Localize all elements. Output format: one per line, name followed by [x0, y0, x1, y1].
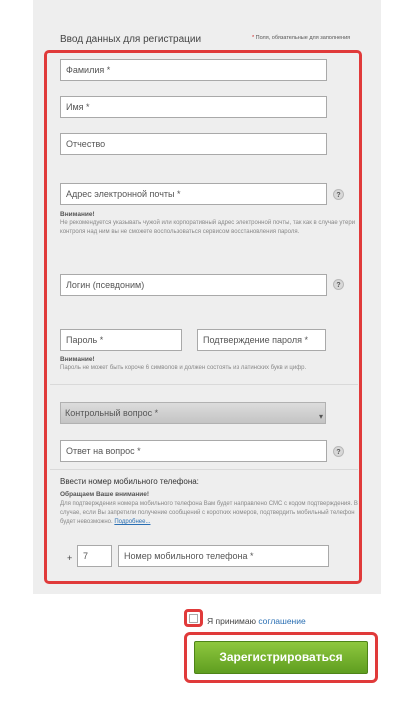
- phone-section-title: Ввести номер мобильного телефона:: [60, 477, 199, 486]
- register-button[interactable]: Зарегистрироваться: [194, 641, 368, 674]
- security-question-label: Контрольный вопрос *: [65, 408, 159, 418]
- answer-help-icon[interactable]: ?: [333, 446, 344, 457]
- surname-field[interactable]: Фамилия *: [60, 59, 327, 81]
- divider: [50, 469, 358, 470]
- phone-number-field[interactable]: Номер мобильного телефона *: [118, 545, 329, 567]
- agreement-link[interactable]: соглашение: [258, 616, 306, 626]
- agreement-checkbox[interactable]: [189, 614, 198, 623]
- email-warning-head: Внимание!: [60, 211, 95, 218]
- login-help-icon[interactable]: ?: [333, 279, 344, 290]
- password-warning-head: Внимание!: [60, 356, 95, 363]
- password-warning-text: Пароль не может быть короче 6 символов и должен состоять из латинских букв и цифр.: [60, 365, 307, 371]
- email-help-icon[interactable]: ?: [333, 189, 344, 200]
- security-answer-field[interactable]: Ответ на вопрос *: [60, 440, 327, 462]
- phone-note-head: Обращаем Ваше внимание!: [60, 491, 150, 498]
- email-field[interactable]: Адрес электронной почты *: [60, 183, 327, 205]
- phone-plus-sign: +: [67, 553, 73, 563]
- required-fields-note: * Поля, обязательные для заполнения: [252, 35, 351, 41]
- name-field[interactable]: Имя *: [60, 96, 327, 118]
- agreement-text: Я принимаю соглашение: [207, 616, 306, 626]
- patronymic-field[interactable]: Отчество: [60, 133, 327, 155]
- password-field[interactable]: Пароль *: [60, 329, 182, 351]
- chevron-down-icon: ▾: [318, 412, 323, 421]
- phone-more-link[interactable]: Подробнее...: [114, 519, 151, 525]
- form-title: Ввод данных для регистрации: [60, 34, 202, 45]
- login-field[interactable]: Логин (псевдоним): [60, 274, 327, 296]
- email-warning-text: Не рекомендуется указывать чужой или корпоративный адрес электронной почты, так как в случае утери контроля над ним вы не сможете воспользоваться сервисом восстановления пароля.: [60, 220, 356, 235]
- phone-country-code-field[interactable]: 7: [77, 545, 112, 567]
- security-question-select[interactable]: [60, 402, 326, 424]
- phone-note-text: Для подтверждения номера мобильного телефона Вам будет направлено СМС с кодом подтверждения. В случае, если Вы запретили получение сообщений с коротких номеров, подтвердить мобильный телефон будет невозможно. Подробнее...: [60, 501, 358, 525]
- divider: [50, 384, 358, 385]
- password-confirm-field[interactable]: Подтверждение пароля *: [197, 329, 326, 351]
